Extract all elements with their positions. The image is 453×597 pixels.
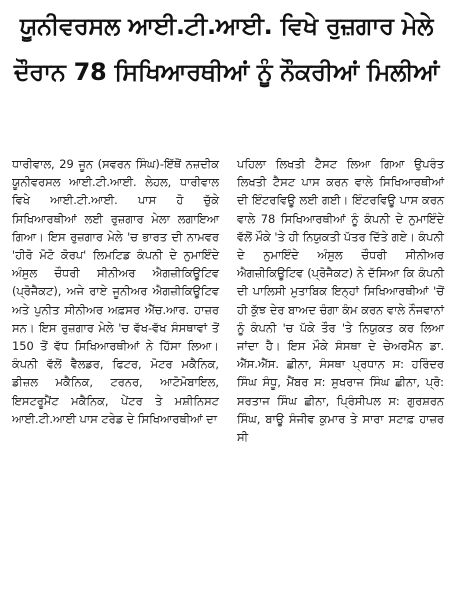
article-body bbox=[12, 155, 445, 591]
column-2-text: ਪਹਿਲਾ ਲਿਖਤੀ ਟੈਸਟ ਲਿਆ ਗਿਆ ਉਪਰੰਤ ਲਿਖਤੀ ਟੈਸਟ ਪਾਸ ਕਰਨ ਵਾਲੇ ਸਿਖਿਆਰਥੀਆਂ ਦੀ ਇੰਟਰਵਿਊ ਲਈ ਗਈ। ਇੰਟਰਵਿਊ ਪਾਸ ਕਰਨ ਵਾਲੇ 78 ਸਿਖਿਆਰਥੀਆਂ ਨੂੰ ਕੰਪਨੀ ਦੇ ਨੁਮਾਇੰਦੇ ਵੱਲੋਂ ਮੌਕੇ 'ਤੇ ਹੀ ਨਿਯੁਕਤੀ ਪੱਤਰ ਦਿੱਤੇ ਗਏ। ਕੰਪਨੀ ਦੇ ਨੁਮਾਇੰਦੇ ਅੰਸੁਲ ਚੌਧਰੀ ਸੀਨੀਅਰ ਐਗਜ਼ੀਕਿਊਟਿਵ (ਪ੍ਰੋਜੈਕਟ) ਨੇ ਦੱਸਿਆ ਕਿ ਕੰਪਨੀ ਦੀ ਪਾਲਿਸੀ ਮੁਤਾਬਿਕ ਇਨ੍ਹਾਂ ਸਿਖਿਆਰਥੀਆਂ 'ਚੋਂ ਹੀ ਕੁੱਝ ਦੇਰ ਬਾਅਦ ਚੰਗਾ ਕੰਮ ਕਰਨ ਵਾਲੇ ਨੌਜਵਾਨਾਂ ਨੂੰ ਕੰਪਨੀ 'ਚ ਪੱਕੇ ਤੌਰ 'ਤੇ ਨਿਯੁਕਤ ਕਰ ਲਿਆ ਜਾਂਦਾ ਹੈ। ਇਸ ਮੌਕੇ ਸੰਸਥਾ ਦੇ ਚੇਅਰਮੈਨ ਡਾ. ਐੱਸ.ਐੱਸ. ਛੀਨਾ, ਸੰਸਥਾ ਪ੍ਰਧਾਨ ਸ: ਹਰਿੰਦਰ ਸਿੰਘ ਸੰਧੂ, ਮੈਂਬਰ ਸ: ਸੁਖਰਾਜ ਸਿੰਘ ਛੀਨਾ, ਪ੍ਰੋ: ਸਰਤਾਜ ਸਿੰਘ ਛੀਨਾ, ਪ੍ਰਿੰਸੀਪਲ ਸ: ਗੁਰਸ਼ਰਨ ਸਿੰਘ, ਬਾਊ ਸੰਜੀਵ ਕੁਮਾਰ ਤੇ ਸਾਰਾ ਸਟਾਫ਼ ਹਾਜ਼ਰ ਸੀ bbox=[237, 157, 444, 445]
headline-line-1: ਯੂਨੀਵਰਸਲ ਆਈ.ਟੀ.ਆਈ. ਵਿਖੇ ਰੁਜ਼ਗਾਰ ਮੇਲੇ bbox=[19, 12, 434, 40]
article-column-1 bbox=[12, 155, 219, 591]
headline-line-2: ਦੌਰਾਨ 78 ਸਿਖਿਆਰਥੀਆਂ ਨੂੰ ਨੌਕਰੀਆਂ ਮਿਲੀਆਂ bbox=[13, 58, 440, 86]
article-paragraph-1 bbox=[12, 155, 219, 428]
dateline: ਧਾਰੀਵਾਲ, 29 ਜੂਨ (ਸਵਰਨ ਸਿੰਘ)- bbox=[12, 157, 164, 171]
article-column-2 bbox=[237, 155, 444, 591]
column-1-text: ਇੱਥੋਂ ਨਜ਼ਦੀਕ ਯੂਨੀਵਰਸਲ ਆਈ.ਟੀ.ਆਈ. ਲੇਹਲ, ਧਾਰੀਵਾਲ ਵਿਖੇ ਆਈ.ਟੀ.ਆਈ. ਪਾਸ ਹੋ ਚੁੱਕੇ ਸਿਖਿਆਰਥੀਆਂ ਲਈ ਰੁਜ਼ਗਾਰ ਮੇਲਾ ਲਗਾਇਆ ਗਿਆ। ਇਸ ਰੁਜ਼ਗਾਰ ਮੇਲੇ 'ਚ ਭਾਰਤ ਦੀ ਨਾਮਵਰ 'ਹੀਰੋ ਮੋਟੋ ਕੋਰਪ' ਲਿਮਟਿਡ ਕੰਪਨੀ ਦੇ ਨੁਮਾਇੰਦੇ ਅੰਸੁਲ ਚੌਧਰੀ ਸੀਨੀਅਰ ਐਗਜ਼ੀਕਿਊਟਿਵ (ਪ੍ਰੋਜੈਕਟ), ਅਜੇ ਰਾਏ ਜੂਨੀਅਰ ਐਗਜ਼ੀਕਿਊਟਿਵ ਅਤੇ ਪੁਨੀਤ ਸੀਨੀਅਰ ਅਫ਼ਸਰ ਐੱਚ.ਆਰ. ਹਾਜ਼ਰ ਸਨ। ਇਸ ਰੁਜ਼ਗਾਰ ਮੇਲੇ 'ਚ ਵੱਖ-ਵੱਖ ਸੰਸਥਾਵਾਂ ਤੋਂ 150 ਤੋਂ ਵੱਧ ਸਿਖਿਆਰਥੀਆਂ ਨੇ ਹਿੱਸਾ ਲਿਆ। ਕੰਪਨੀ ਵੱਲੋਂ ਵੈਲਡਰ, ਫਿਟਰ, ਮੋਟਰ ਮਕੈਨਿਕ, ਡੀਜ਼ਲ ਮਕੈਨਿਕ, ਟਰਨਰ, ਆਟੋਮੋਬਾਇਲ, ਇਸਟਰੂਮੈਂਟ ਮਕੈਨਿਕ, ਪੇਂਟਰ ਤੇ ਮਸ਼ੀਨਿਸਟ ਆਈ.ਟੀ.ਆਈ ਪਾਸ ਟਰੇਡ ਦੇ ਸਿਖਿਆਰਥੀਆਂ ਦਾ bbox=[12, 157, 219, 426]
headline bbox=[0, 0, 453, 92]
